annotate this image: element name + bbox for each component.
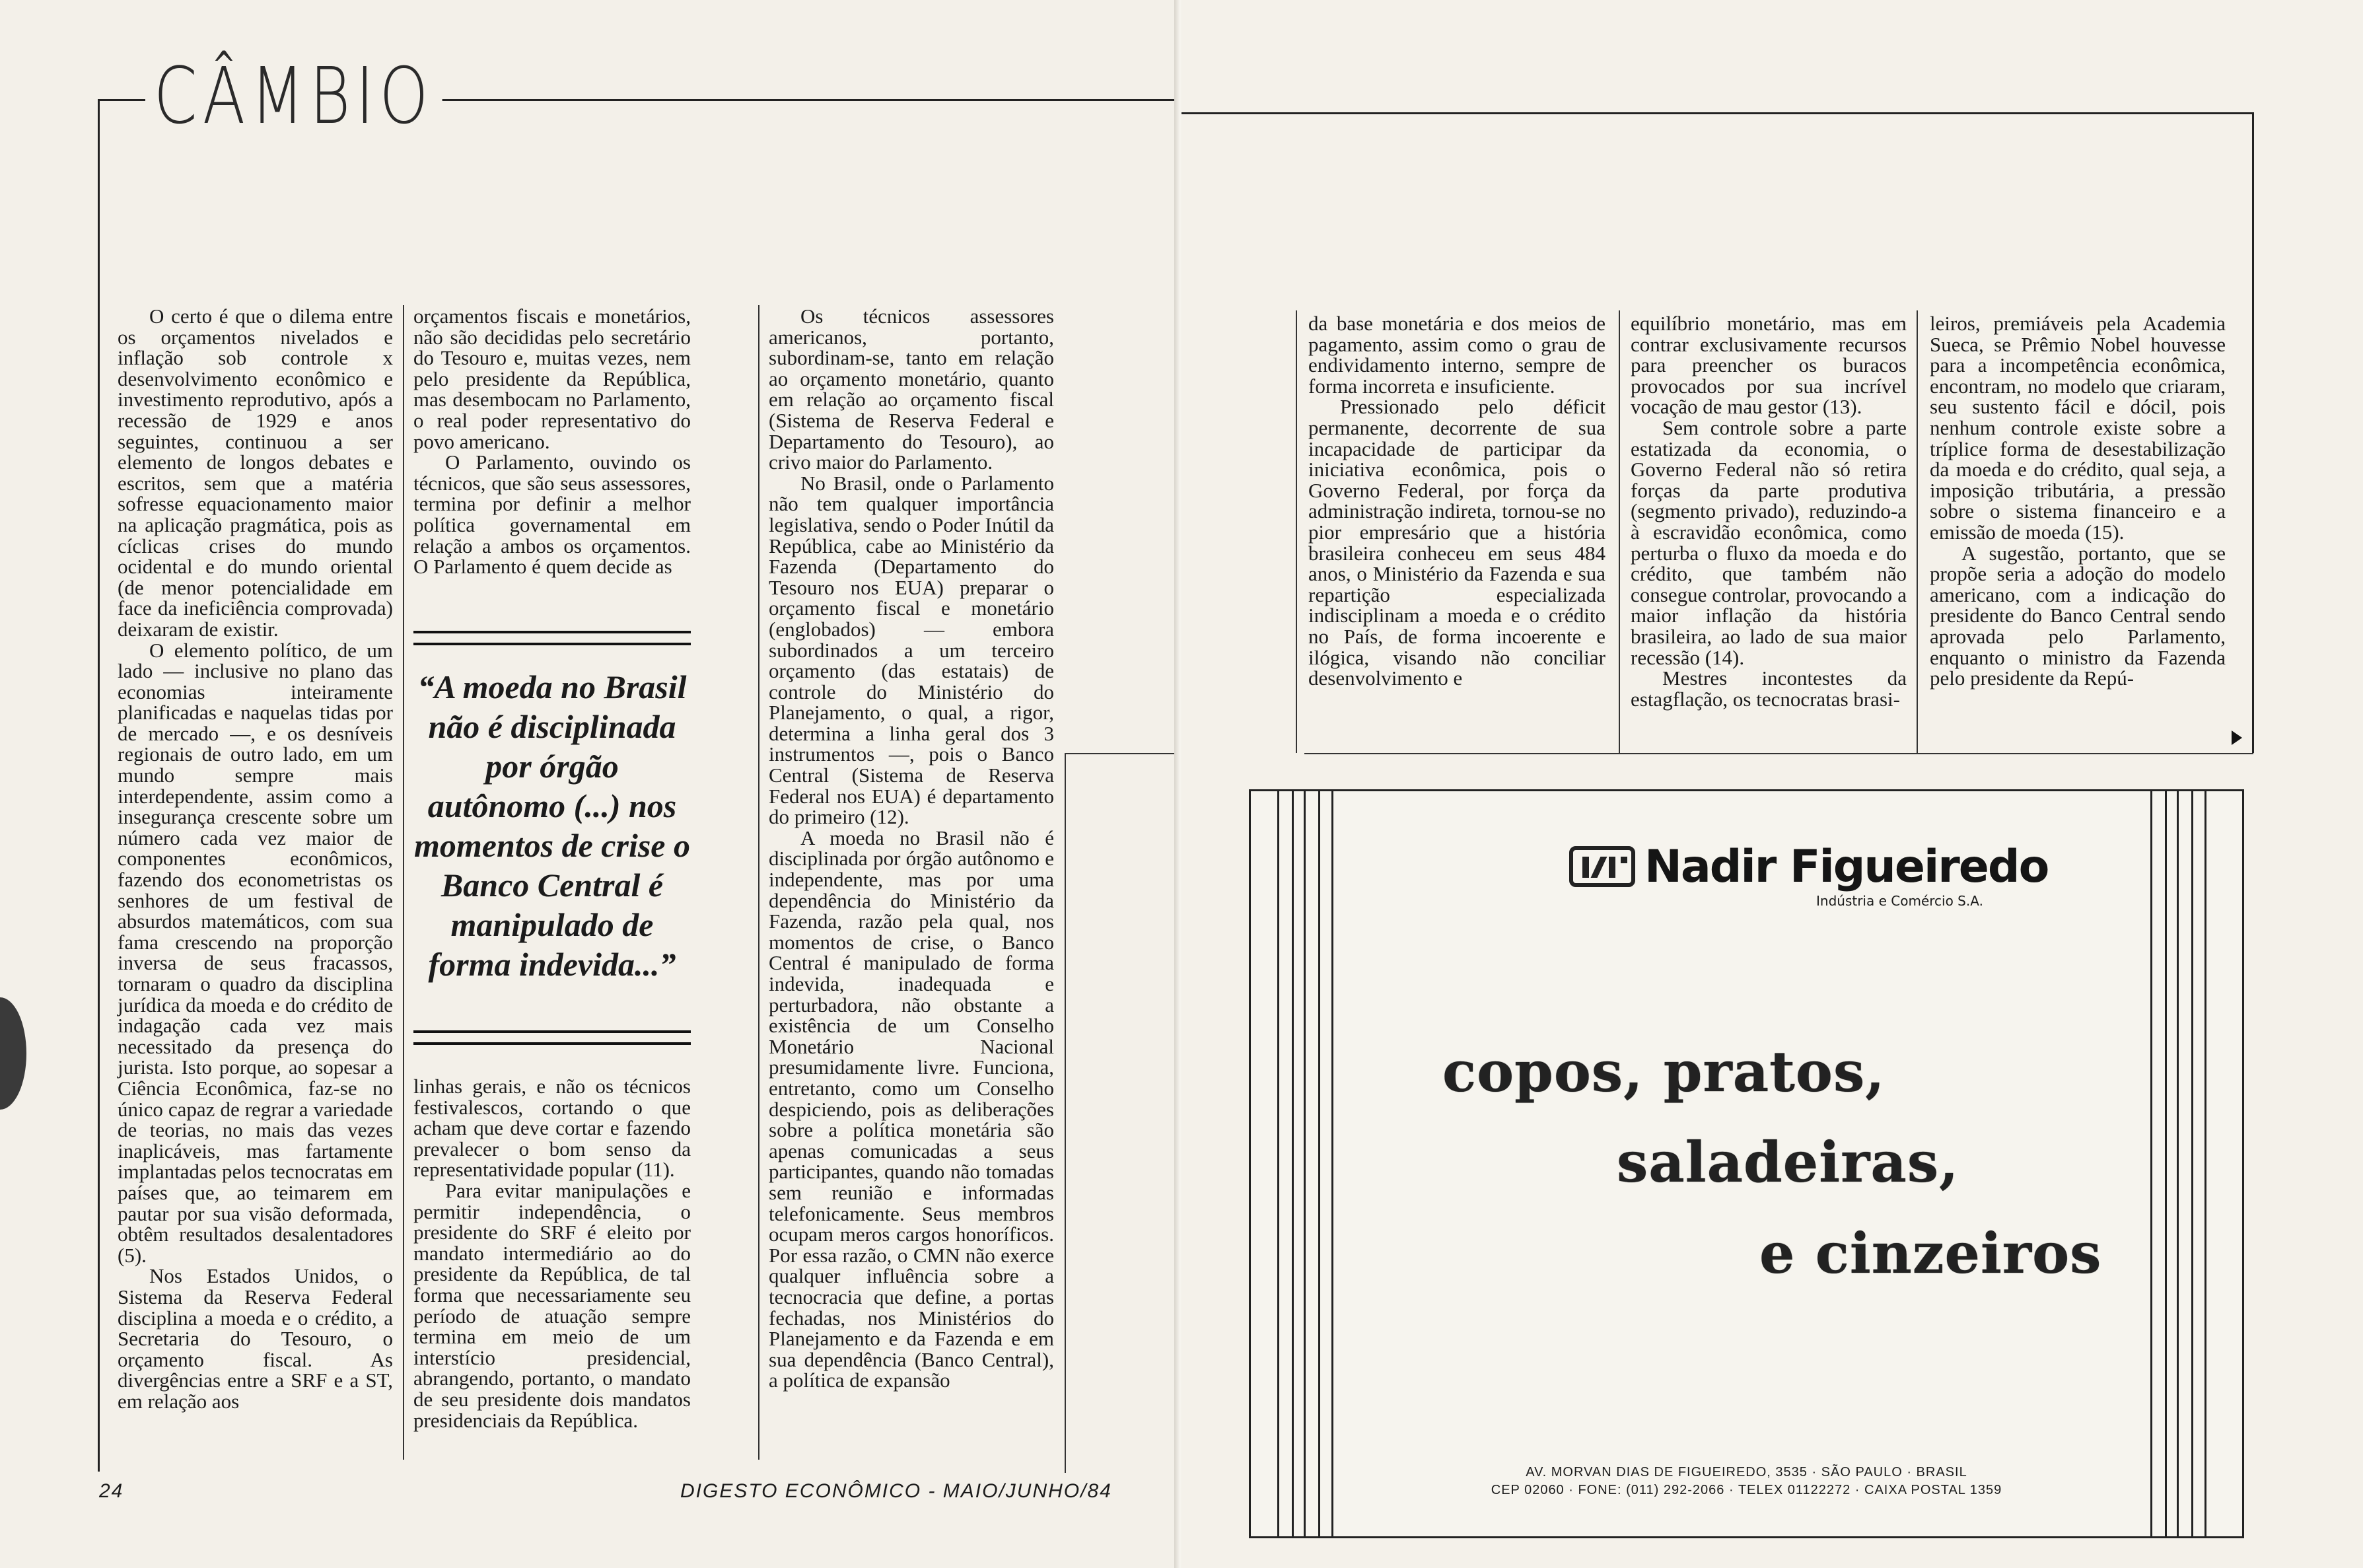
ad-headline-3: e cinzeiros (1759, 1221, 2102, 1286)
paragraph: Para evitar manipulações e permitir independência, o presidente do SRF é eleito por mandato intermediário ao do presidente da República, de tal forma que necessariamente seu período de atuação sempre termina em meio de um interstício presidencial, abrangendo, portanto, o mandato de seu presidente dois mandatos presidenciais da República. (413, 1178, 691, 1432)
article-column-2-top (413, 306, 691, 577)
paragraph: leiros, premiáveis pela Academia Sueca, se Prêmio Nobel houvesse para a incompetência econômica, encontram, no modelo que criaram, seu sustento fácil e dócil, pois nenhum controle existe sobre a tríplice forma de desestabilização da moeda e do crédito, qual seja, a imposição tributária, a pressão sobre o sistema financeiro e a emissão de moeda (15). (1930, 312, 2226, 544)
paragraph: O elemento político, de um lado — inclusive no plano das economias inteiramente planificadas e naquelas tidas por de mercado —, e os desníveis regionais de outro lado, em um mundo sempre mais interdependente, assim como a insegurança crescente sobre um número cada vez maior de componentes econômicos, fazendo dos econometristas os senhores de um festival de absurdos matemáticos, com sua fama crescendo na proporção inversa de seus fracassos, tornaram o quadro da disciplina jurídica da moeda e do crédito de indagação cada vez mais necessitado da presença do jurista. Isto porque, ao sopesar a Ciência Econômica, faz-se no único capaz de regrar a variedade de teorias, no mais das vezes inaplicáveis, mas fartamente implantadas pelos tecnocratas em países que, ao teimarem em pautar por sua visão deformada, obtêm resultados desalentadores (5). (118, 638, 393, 1267)
nf-logo-icon (1569, 846, 1635, 887)
left-frame-line (98, 99, 100, 1472)
pull-quote-top-bar (413, 631, 691, 645)
paragraph: Pressionado pelo déficit permanente, decorrente de sua incapacidade de participar da iniciativa econômica, pois o Governo Federal, por força da administração indireta, tornou-se no pior empresário que a história brasileira conheceu em seus 484 anos, o Ministério da Fazenda e sua repartição especializada indisciplinam a moeda e o crédito no País, de forma incoerente e ilógica, visando não conciliar desenvolvimento e (1308, 395, 1605, 690)
bottom-rule (1304, 753, 2253, 754)
paragraph: O Parlamento, ouvindo os técnicos, que são seus assessores, termina por definir a melhor política governamental em relação a ambos os orçamentos. O Parlamento é quem decide as (413, 450, 691, 579)
paragraph: A moeda no Brasil não é disciplinada por órgão autônomo e independente, mas por uma dependência do Ministério da Fazenda, razão pela qual, nos momentos de crise, o Banco Central é manipulado de forma indevida, inadequada e perturbadora, não obstante a existência de um Conselho Monetário Nacional presumidamente livre. Funciona, entretanto, como um Conselho despiciendo, pois as deliberações sobre a política monetária são apenas comunicadas a seus participantes, quando não tomadas sem reunião e informadas telefonicamente. Seus membros ocupam meros cargos honoríficos. Por essa razão, o CMN não exerce qualquer influência sobre a tecnocracia que define, a portas fechadas, nos Ministérios do Planejamento e da Fazenda e em sua dependência (Banco Central), a política de expansão (769, 826, 1054, 1392)
header-rule-right (1182, 112, 2254, 114)
article-column-3 (769, 306, 1054, 1391)
article-column-5 (1631, 313, 1907, 709)
column-divider (758, 305, 759, 1460)
pull-quote: “A moeda no Brasil não é disciplinada por órgão autônomo (...) nos momentos de crise o Banco Central é manipulado de forma indevida...” (413, 668, 691, 983)
paragraph: Os técnicos assessores americanos, portanto, subordinam-se, tanto em relação ao orçamento monetário, quanto em relação ao orçamento fiscal (Sistema de Reserva Federal e Departamento do Tesouro), ao crivo maior do Parlamento. (769, 304, 1054, 474)
ad-headline-1: copos, pratos, (1442, 1039, 1886, 1104)
paragraph: equilíbrio monetário, mas em contrar exclusivamente recursos para preencher os buracos provocados por sua incrível vocação de mau gestor (13). (1631, 312, 1907, 419)
brand-name: Nadir Figueiredo (1644, 841, 2049, 893)
article-column-4 (1308, 313, 1605, 689)
publication-footer: DIGESTO ECONÔMICO - MAIO/JUNHO/84 (680, 1480, 1112, 1502)
page-number: 24 (99, 1480, 124, 1502)
brand-subtitle: Indústria e Comércio S.A. (1816, 893, 1983, 909)
article-column-1 (118, 306, 393, 1411)
column-divider (1619, 310, 1620, 753)
column-3-side-rule-vertical (1065, 753, 1066, 1473)
paragraph: Sem controle sobre a parte estatizada da economia, o Governo Federal não só retira forças da parte produtiva (segmento privado), reduzindo-a à escravidão econômica, como perturba o fluxo da moeda e do crédito, que também não consegue controlar, provocando a maior inflação da história brasileira, ao lado de sua maior recessão (14). (1631, 415, 1907, 669)
paragraph: No Brasil, onde o Parlamento não tem qualquer importância legislativa, sendo o Poder Inútil da República, cabe ao Ministério da Fazenda (Departamento do Tesouro nos EUA) preparar o orçamento fiscal e monetário (englobados) — embora subordinados a um terceiro orçamento (das estatais) de controle do Ministério do Planejamento, o qual, a rigor, determina a linha geral dos 3 instrumentos —, pois o Banco Central (Sistema de Reserva Federal nos EUA) é departamento do primeiro (12). (769, 471, 1054, 829)
advertisement (1249, 789, 2244, 1538)
paragraph: A sugestão, portanto, que se propõe seria a adoção do modelo americano, com a indicação do presidente do Banco Central sendo aprovada pelo Parlamento, enquanto o ministro da Fazenda pelo presidente da Repú- (1930, 541, 2226, 690)
paragraph: da base monetária e dos meios de pagamento, assim como o grau de endividamento interno, sempre de forma incorreta e insuficiente. (1308, 312, 1605, 398)
continue-arrow-icon (2232, 731, 2242, 745)
right-stripes (2150, 791, 2213, 1536)
paragraph: O certo é que o dilema entre os orçamentos nivelados e inflação sob controle x desenvolvimento econômico e investimento reprodutivo, após a recessão de 1929 e anos seguintes, continuou a ser elemento de longos debates e escritos, sem que a matéria sofresse equacionamento maior na aplicação pragmática, pois as cíclicas crises do mundo ocidental e do mundo oriental (de menor potencialidade em face da ineficiência comprovada) deixaram de existir. (118, 304, 393, 641)
column-3-side-rule (1065, 753, 1177, 754)
right-frame-line (2252, 112, 2254, 753)
paragraph: orçamentos fiscais e monetários, não são decididas pelo secretário do Tesouro e, muitas vezes, nem pelo presidente da República, mas desembocam no Parlamento, o real poder representativo do povo americano. (413, 304, 691, 453)
paragraph: Mestres incontestes da estagflação, os tecnocratas brasi- (1631, 666, 1907, 711)
section-title: CÂMBIO (145, 57, 442, 135)
ad-headline-2: saladeiras, (1617, 1129, 1959, 1195)
ad-contact: CEP 02060 · FONE: (011) 292-2066 · TELEX 01122272 · CAIXA POSTAL 1359 (1491, 1483, 2002, 1497)
left-stripes (1277, 791, 1340, 1536)
binder-hole (0, 997, 26, 1110)
ad-address: AV. MORVAN DIAS DE FIGUEIREDO, 3535 · SÃO PAULO · BRASIL (1526, 1465, 1967, 1479)
column-divider (1917, 310, 1918, 753)
paragraph: Nos Estados Unidos, o Sistema da Reserva Federal disciplina a moeda e o crédito, a Secretaria do Tesouro, o orçamento fiscal. As divergências entre a SRF e a ST, em relação aos (118, 1264, 393, 1413)
article-column-2-bottom (413, 1076, 691, 1431)
column-divider (403, 305, 404, 1460)
paragraph: linhas gerais, e não os técnicos festivalescos, cortando o que acham que deve cortar e fazendo prevalecer o bom senso da representatividade popular (11). (413, 1075, 691, 1182)
column-divider (1296, 310, 1297, 753)
article-column-6 (1930, 313, 2226, 689)
pull-quote-bottom-bar (413, 1030, 691, 1045)
